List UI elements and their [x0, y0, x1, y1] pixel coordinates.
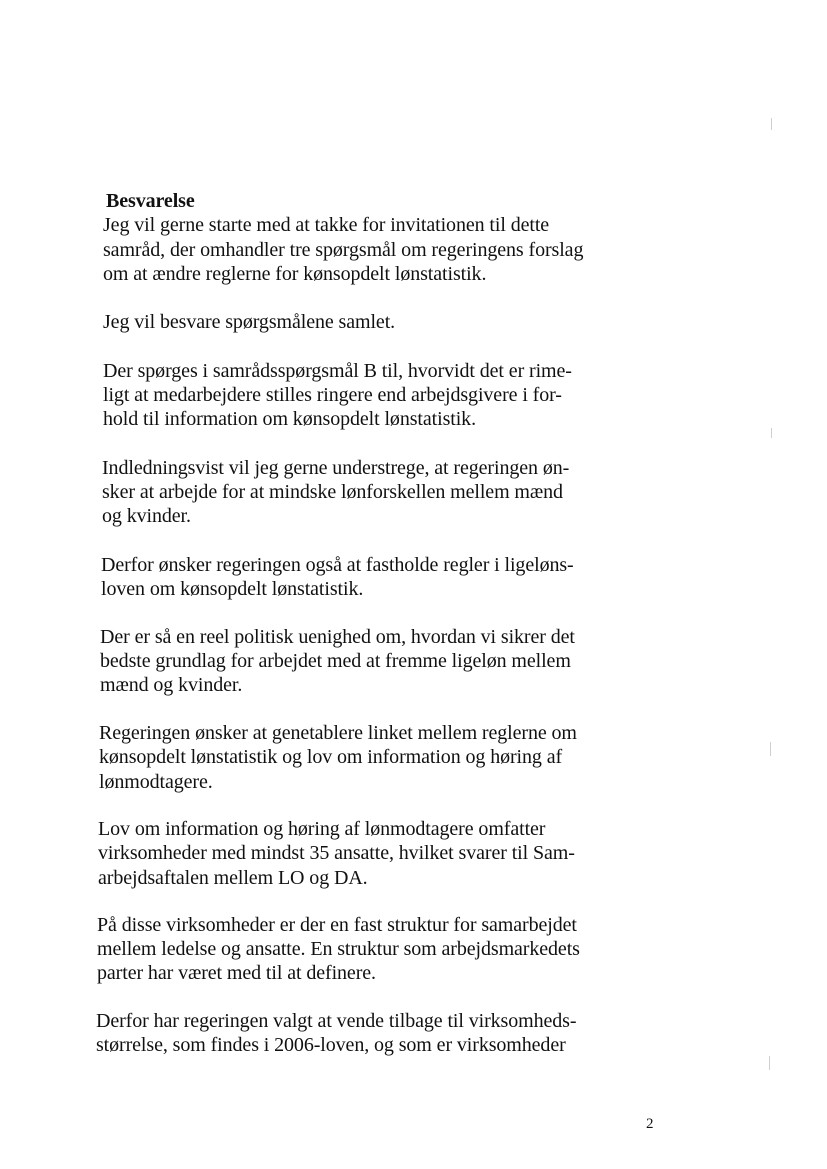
paragraph-line: På disse virksomheder er der en fast struktur for samarbejdet: [97, 914, 577, 936]
paragraph-line: bedste grundlag for arbejdet med at fremme ligeløn mellem: [100, 650, 571, 672]
paragraph-line: Lov om information og høring af lønmodtagere omfatter: [98, 818, 546, 840]
page-number: 2: [646, 1116, 654, 1132]
scan-artifact: [771, 428, 772, 438]
heading-besvarelse: Besvarelse: [106, 190, 195, 212]
scan-artifact: [769, 1056, 770, 1070]
paragraph-line: og kvinder.: [102, 505, 191, 527]
paragraph-line: hold til information om kønsopdelt lønstatistik.: [103, 408, 476, 430]
paragraph-line: Jeg vil gerne starte med at takke for invitationen til dette: [103, 214, 550, 236]
paragraph-line: størrelse, som findes i 2006-loven, og som er virksomheder: [96, 1034, 566, 1056]
paragraph-line: parter har været med til at definere.: [97, 962, 376, 984]
paragraph-line: samråd, der omhandler tre spørgsmål om regeringens forslag: [103, 239, 584, 261]
scan-artifact: [771, 118, 772, 130]
paragraph-line: mænd og kvinder.: [100, 674, 243, 696]
paragraph-line: Indledningsvist vil jeg gerne understrege, at regeringen øn-: [102, 457, 570, 479]
paragraph-line: Jeg vil besvare spørgsmålene samlet.: [103, 311, 396, 333]
paragraph-line: sker at arbejde for at mindske lønforskellen mellem mænd: [102, 481, 563, 503]
paragraph-line: Der er så en reel politisk uenighed om, hvordan vi sikrer det: [100, 626, 575, 648]
scan-artifact: [770, 742, 771, 756]
paragraph-line: arbejdsaftalen mellem LO og DA.: [98, 867, 368, 889]
paragraph-line: ligt at medarbejdere stilles ringere end arbejdsgivere i for-: [103, 384, 562, 406]
paragraph-line: Derfor har regeringen valgt at vende tilbage til virksomheds-: [96, 1010, 577, 1032]
paragraph-line: kønsopdelt lønstatistik og lov om information og høring af: [99, 746, 563, 768]
paragraph-line: virksomheder med mindst 35 ansatte, hvilket svarer til Sam-: [98, 842, 575, 864]
paragraph-line: Derfor ønsker regeringen også at fastholde regler i ligeløns-: [101, 554, 574, 576]
paragraph-line: mellem ledelse og ansatte. En struktur som arbejdsmarkedets: [97, 938, 580, 960]
paragraph-line: om at ændre reglerne for kønsopdelt lønstatistik.: [103, 263, 487, 285]
paragraph-line: loven om kønsopdelt lønstatistik.: [101, 578, 364, 600]
paragraph-line: Der spørges i samrådsspørgsmål B til, hvorvidt det er rime-: [103, 360, 572, 382]
paragraph-line: Regeringen ønsker at genetablere linket mellem reglerne om: [99, 722, 577, 744]
paragraph-line: lønmodtagere.: [99, 771, 213, 793]
